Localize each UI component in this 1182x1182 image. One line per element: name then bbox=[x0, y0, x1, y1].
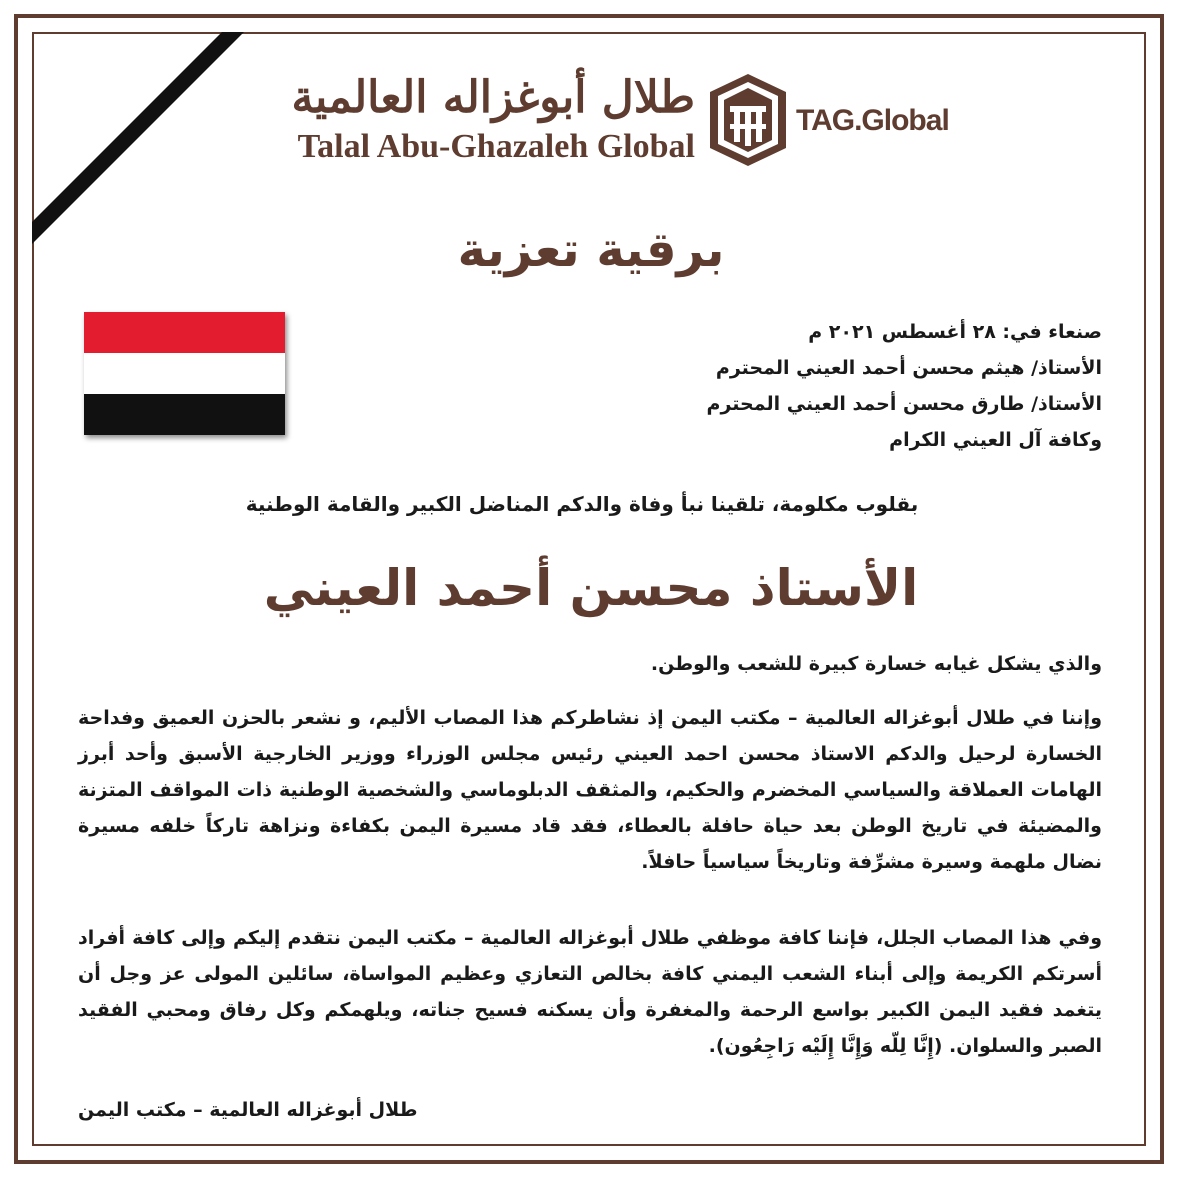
recipient-line-1: الأستاذ/ هيثم محسن أحمد العيني المحترم bbox=[715, 357, 1102, 379]
place-date: صنعاء في: ٢٨ أغسطس ٢٠٢١ م bbox=[808, 321, 1102, 343]
address-block bbox=[542, 314, 1102, 458]
intro-line: بقلوب مكلومة، تلقينا نبأ وفاة والدكم المناضل الكبير والقامة الوطنية bbox=[245, 492, 919, 516]
signature-line bbox=[78, 1092, 1102, 1128]
page-title: برقية تعزية bbox=[457, 222, 725, 278]
flag-red-band bbox=[84, 312, 285, 353]
logo-english-name: Talal Abu-Ghazaleh Global bbox=[297, 128, 695, 165]
paragraph-1: والذي يشكل غيابه خسارة كبيرة للشعب والوطن. bbox=[650, 653, 1102, 675]
paragraph-3: وفي هذا المصاب الجلل، فإننا كافة موظفي طلال أبوغزاله العالمية – مكتب اليمن نتقدم إليكم وإلى كافة أفراد أسرتكم الكريمة وإلى أبناء الشعب اليمني كافة بخالص التعازي وعظيم المواساة، سائلين المولى عز وجل أن يتغمد فقيد اليمن الكبير بواسع الرحمة والمغفرة وأن يسكنه فسيح جناته، ويلهمكم وكل رفاق ومحبي الفقيد الصبر والسلوان. (إِنَّا لِلّه وَإِنَّا إِلَيْه رَاجِعُون). bbox=[78, 927, 1102, 1057]
deceased-name: الأستاذ محسن أحمد العيني bbox=[263, 559, 919, 617]
recipient-line-2: الأستاذ/ طارق محسن أحمد العيني المحترم bbox=[706, 393, 1102, 415]
tag-emblem-icon bbox=[708, 72, 788, 168]
tag-global-brand: TAG.Global bbox=[796, 104, 949, 137]
yemen-flag-icon bbox=[84, 312, 285, 435]
flag-white-band bbox=[84, 353, 285, 394]
logo-arabic-name: طلال أبوغزاله العالمية bbox=[291, 72, 695, 123]
paragraph-2: وإننا في طلال أبوغزاله العالمية – مكتب اليمن إذ نشاطركم هذا المصاب الأليم، و نشعر بالحزن العميق وفداحة الخسارة لرحيل والدكم الاستاذ محسن احمد العيني رئيس مجلس الوزراء ووزير الخارجية الأسبق وأحد أبرز الهامات العملاقة والسياسي المخضرم والحكيم، والمثقف الدبلوماسي والشخصية الوطنية ذات المواقف المتزنة والمضيئة في تاريخ الوطن بعد حياة حافلة بالعطاء، فقد قاد مسيرة اليمن بكفاءة ونزاهة تاركاً خلفه مسيرة نضال ملهمة وسيرة مشرِّفة وتاريخاً سياسياً حافلاً. bbox=[78, 707, 1102, 873]
recipient-line-3: وكافة آل العيني الكرام bbox=[889, 429, 1102, 451]
flag-black-band bbox=[84, 394, 285, 435]
signature-text: طلال أبوغزاله العالمية – مكتب اليمن bbox=[78, 1099, 418, 1121]
